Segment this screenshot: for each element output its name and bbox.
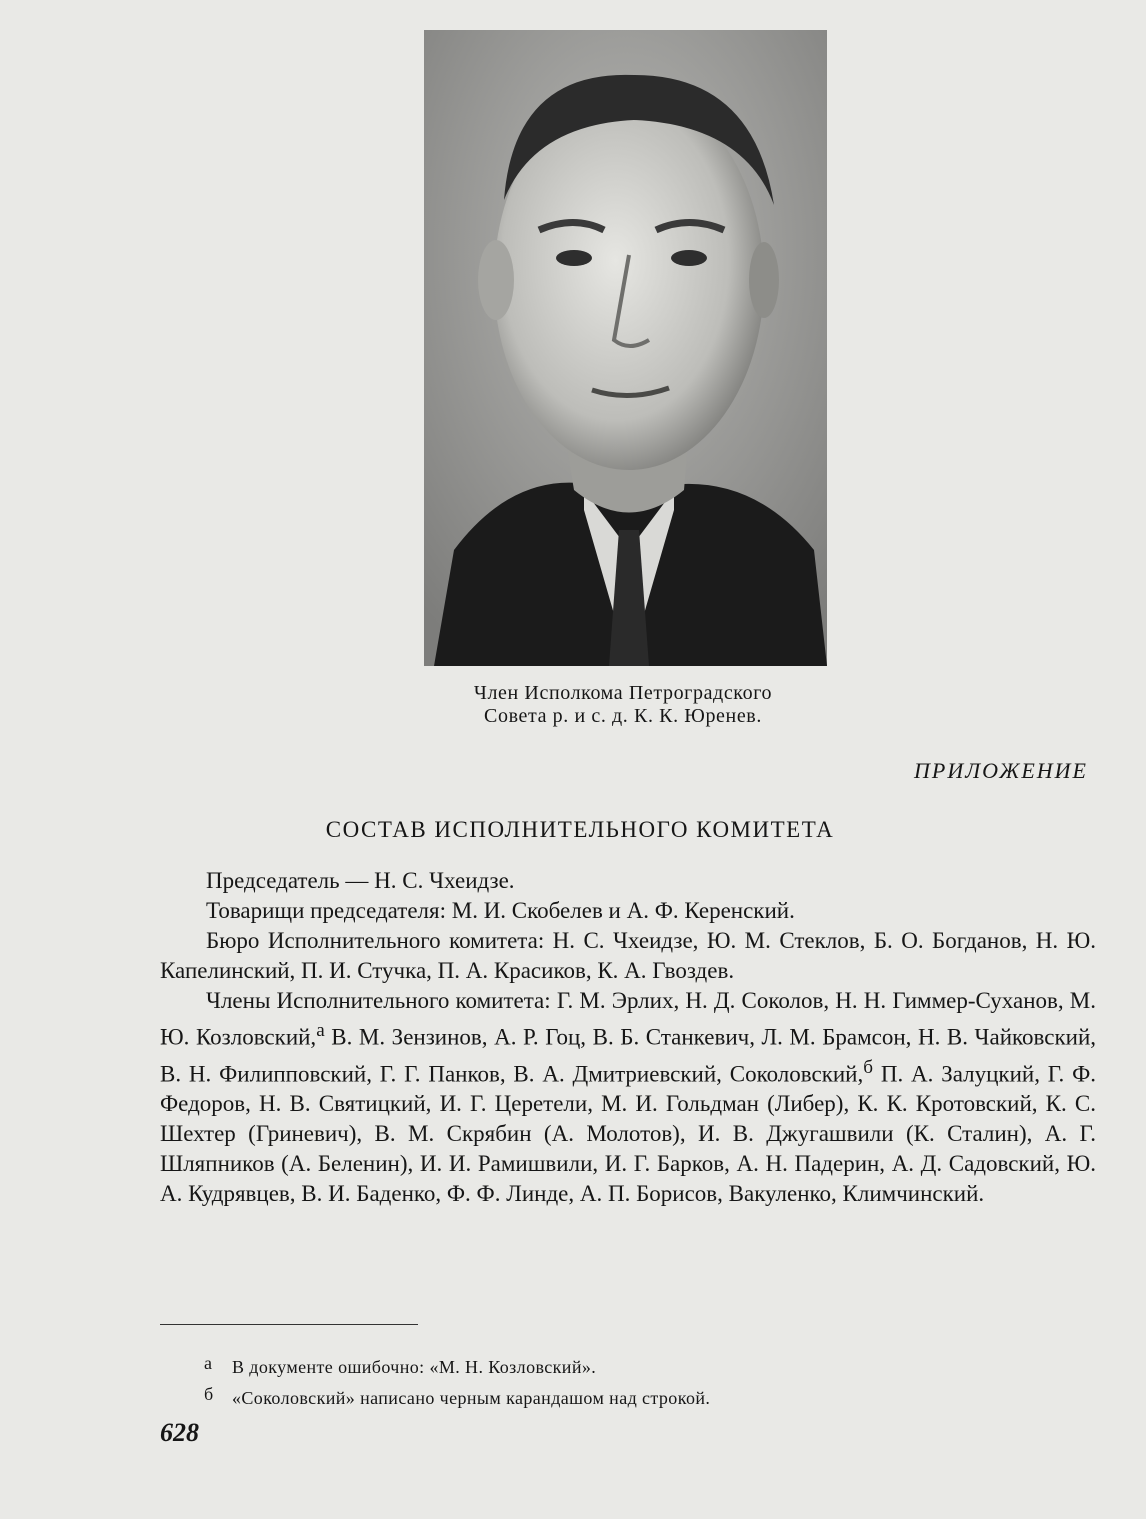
committee-composition-text — [160, 866, 1096, 1209]
footnote-divider — [160, 1324, 418, 1325]
portrait-photo — [424, 30, 827, 666]
footnote-mark: а — [204, 1353, 213, 1373]
members-text-part-1: Члены Исполнительного комитета: Г. М. Эрлих, Н. Д. Соколов, Н. Н. Гиммер-Суханов, М. Ю. Козловский, — [160, 988, 1096, 1050]
footnote-a — [204, 1350, 1064, 1381]
footnote-text: «Соколовский» написано черным карандашом над строкой. — [232, 1388, 711, 1408]
photo-caption-line-2: Совета р. и с. д. К. К. Юренев. — [484, 705, 762, 727]
footnote-b — [204, 1381, 1064, 1412]
members-text-part-2: В. М. Зензинов, А. Р. Гоц, В. Б. Станкевич, Л. М. Брамсон, Н. В. Чайковский, В. Н. Филипповский, Г. Г. Панков, В. А. Дмитриевский, Соколовский, — [160, 1024, 1097, 1087]
section-title: СОСТАВ ИСПОЛНИТЕЛЬНОГО КОМИТЕТА — [325, 817, 835, 842]
appendix-heading: ПРИЛОЖЕНИЕ — [914, 758, 1088, 783]
footnote-ref-b: б — [863, 1056, 873, 1078]
bureau-paragraph: Бюро Исполнительного комитета: Н. С. Чхеидзе, Ю. М. Стеклов, Б. О. Богданов, Н. Ю. Капелинский, П. И. Стучка, П. А. Красиков, К. А. Гвоздев. — [160, 928, 1096, 983]
members-text-part-3: П. А. Залуцкий, Г. Ф. Федоров, Н. В. Святицкий, И. Г. Церетели, М. И. Гольдман (Либер), К. К. Кротовский, К. С. Шехтер (Гриневич), В. М. Скрябин (А. Молотов), И. В. Джугашвили (К. Сталин), А. Г. Шляпников (А. Беленин), И. И. Рамишвили, И. Г. Барков, А. Н. Падерин, А. Д. Садовский, Ю. А. Кудрявцев, В. И. Баденко, Ф. Ф. Линде, А. П. Борисов, Вакуленко, Климчинский. — [160, 1061, 1097, 1207]
photo-caption-line-1: Член Исполкома Петроградского — [473, 682, 773, 704]
members-paragraph — [160, 986, 1096, 1209]
portrait-image — [424, 30, 827, 666]
footnote-text: В документе ошибочно: «М. Н. Козловский». — [232, 1357, 597, 1377]
footnote-ref-a: а — [316, 1020, 325, 1041]
page-number: 628 — [160, 1418, 199, 1447]
chairman-paragraph: Председатель — Н. С. Чхеидзе. — [206, 868, 515, 893]
deputies-paragraph: Товарищи председателя: М. И. Скобелев и А. Ф. Керенский. — [206, 898, 795, 923]
footnotes — [204, 1350, 1064, 1412]
footnote-mark: б — [204, 1384, 214, 1404]
